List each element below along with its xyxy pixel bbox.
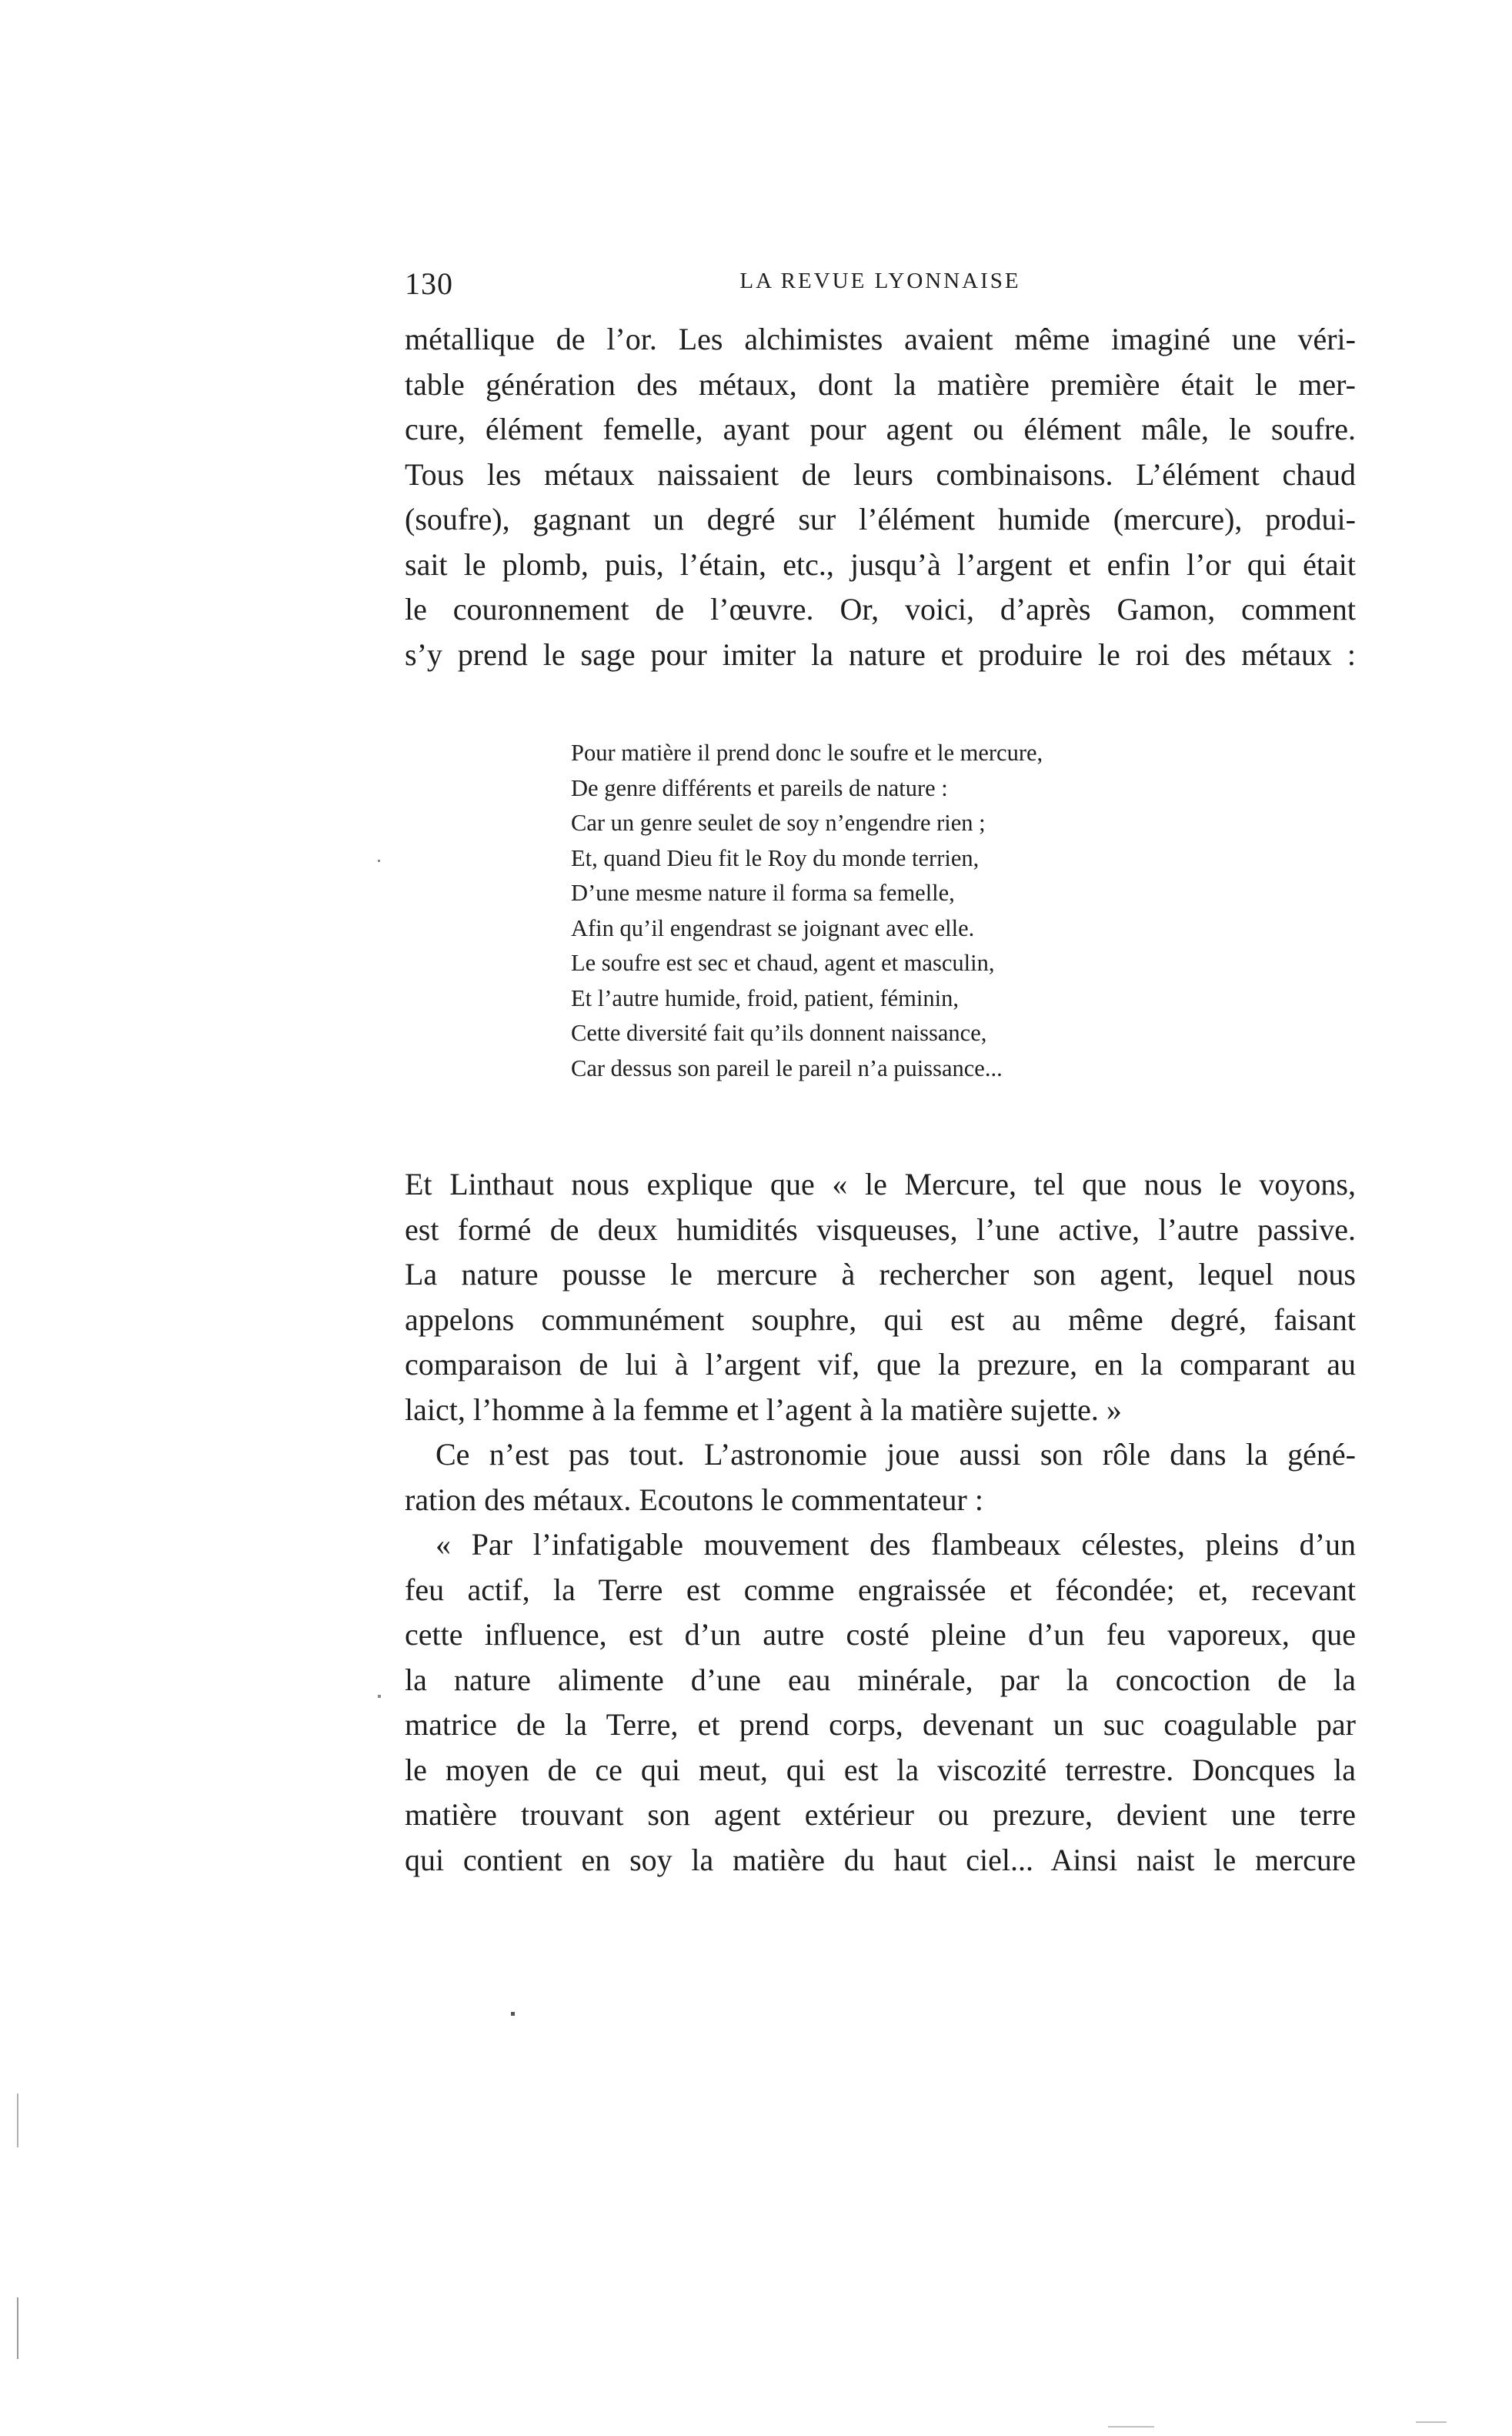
text-line: matrice de la Terre, et prend corps, devenant un suc coagulable par [405, 1707, 1356, 1742]
text-line: appelons communément souphre, qui est au même degré, faisant [405, 1302, 1356, 1337]
text-line: s’y prend le sage pour imiter la nature et produire le roi des métaux : [405, 637, 1356, 672]
running-title: LA REVUE LYONNAISE [739, 269, 1021, 293]
text-line: table génération des métaux, dont la matière première était le mer- [405, 366, 1356, 402]
text-line: « Par l’infatigable mouvement des flambeaux célestes, pleins d’un [436, 1527, 1356, 1562]
text-line: Ce n’est pas tout. L’astronomie joue aussi son rôle dans la géné- [436, 1437, 1356, 1472]
verse-line: Et, quand Dieu fit le Roy du monde terrien, [571, 844, 980, 871]
paper-edge-mark [1108, 2426, 1154, 2428]
text-line: cette influence, est d’un autre costé pleine d’un feu vaporeux, que [405, 1617, 1356, 1652]
text-line: (soufre), gagnant un degré sur l’élément humide (mercure), produi- [405, 502, 1356, 536]
verse-quotation [571, 736, 1187, 1086]
verse-line: Et l’autre humide, froid, patient, féminin, [571, 984, 959, 1011]
text-line: la nature alimente d’une eau minérale, par la concoction de la [405, 1662, 1356, 1697]
paper-speck [378, 1695, 381, 1698]
text-line: laict, l’homme à la femme et l’agent à la matière sujette. » [405, 1392, 1122, 1427]
paragraph-linthaut [405, 1162, 1356, 1432]
verse-line: D’une mesme nature il forma sa femelle, [571, 880, 955, 906]
text-line: ration des métaux. Ecoutons le commentateur : [405, 1482, 983, 1517]
text-line: Et Linthaut nous explique que « le Mercure, tel que nous le voyons, [405, 1167, 1356, 1201]
paper-speck [511, 2012, 515, 2016]
paper-edge-mark [17, 2297, 18, 2359]
paragraph-astronomy [405, 1432, 1356, 1522]
paragraph-metal-generation [405, 317, 1356, 677]
verse-line: Car dessus son pareil le pareil n’a puissance... [571, 1054, 1003, 1081]
text-line: cure, élément femelle, ayant pour agent ou élément mâle, le soufre. [405, 412, 1356, 446]
text-line: le couronnement de l’œuvre. Or, voici, d’après Gamon, comment [405, 592, 1356, 627]
text-line: le moyen de ce qui meut, qui est la viscozité terrestre. Doncques la [405, 1752, 1356, 1787]
text-line: La nature pousse le mercure à rechercher son agent, lequel nous [405, 1257, 1356, 1292]
text-line: comparaison de lui à l’argent vif, que la prezure, en la comparant au [405, 1347, 1356, 1382]
verse-line: Cette diversité fait qu’ils donnent naissance, [571, 1020, 987, 1046]
verse-line: Le soufre est sec et chaud, agent et masculin, [571, 950, 995, 976]
text-line: feu actif, la Terre est comme engraissée et fécondée; et, recevant [405, 1572, 1356, 1607]
text-line: qui contient en soy la matière du haut ciel... Ainsi naist le mercure [405, 1842, 1356, 1877]
text-line: sait le plomb, puis, l’étain, etc., jusqu’à l’argent et enfin l’or qui était [405, 546, 1356, 582]
text-line: matière trouvant son agent extérieur ou prezure, devient une terre [405, 1797, 1356, 1832]
paper-edge-mark [1416, 2421, 1447, 2423]
paper-edge-mark [17, 2093, 18, 2147]
page-number: 130 [405, 266, 453, 301]
page-header [405, 266, 1356, 304]
verse-line: Car un genre seulet de soy n’engendre rien ; [571, 810, 986, 836]
verse-line: Afin qu’il engendrast se joignant avec elle. [571, 914, 975, 941]
verse-line: Pour matière il prend donc le soufre et le mercure, [571, 740, 1043, 766]
text-line: métallique de l’or. Les alchimistes avaient même imaginé une véri- [405, 322, 1356, 356]
paper-speck [378, 860, 380, 862]
paragraph-commentator-quote [405, 1522, 1356, 1883]
verse-line: De genre différents et pareils de nature : [571, 774, 948, 801]
text-line: Tous les métaux naissaient de leurs combinaisons. L’élément chaud [405, 456, 1356, 492]
text-line: est formé de deux humidités visqueuses, l’une active, l’autre passive. [405, 1211, 1356, 1247]
